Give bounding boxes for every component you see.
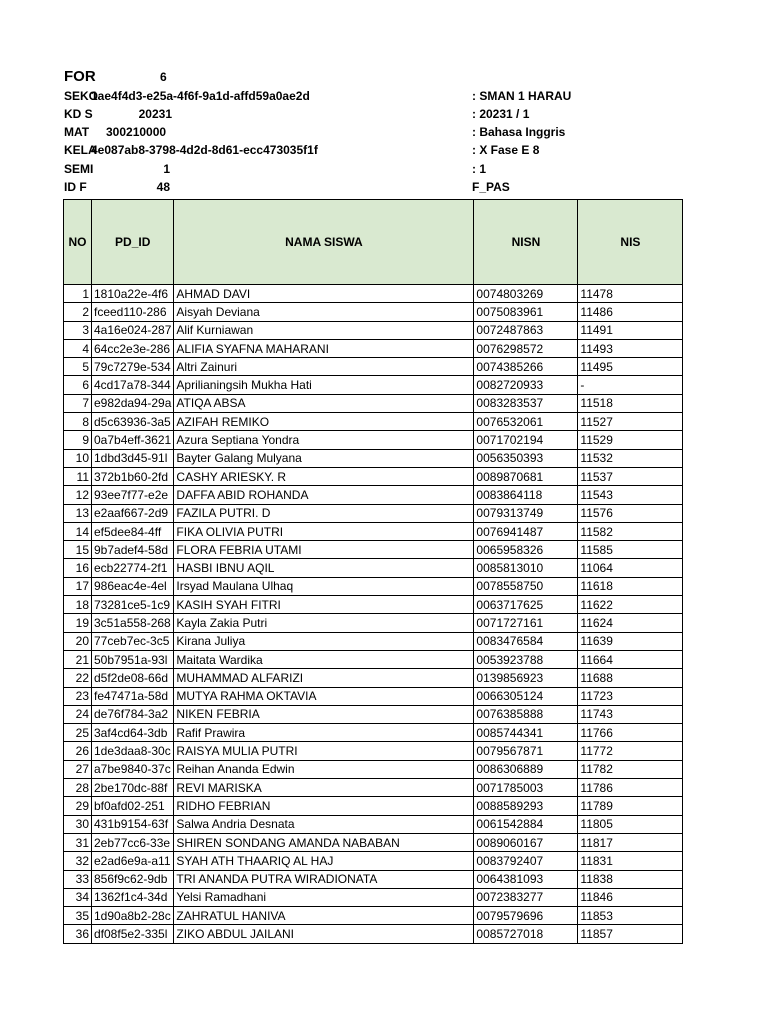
row-no: 27 bbox=[64, 760, 92, 778]
row-nama-siswa: FAZILA PUTRI. D bbox=[174, 504, 474, 522]
table-row bbox=[64, 614, 683, 632]
row-pd-id: 50b7951a-93l bbox=[92, 650, 174, 668]
row-nama-siswa: ZIKO ABDUL JAILANI bbox=[174, 925, 474, 943]
table-row bbox=[64, 577, 683, 595]
row-no: 32 bbox=[64, 852, 92, 870]
row-no: 31 bbox=[64, 833, 92, 851]
table-row bbox=[64, 431, 683, 449]
table-row bbox=[64, 376, 683, 394]
row-nis: 11064 bbox=[578, 559, 683, 577]
row-nisn: 0088589293 bbox=[474, 797, 578, 815]
row-no: 6 bbox=[64, 376, 92, 394]
row-nis: - bbox=[578, 376, 683, 394]
row-no: 21 bbox=[64, 650, 92, 668]
row-nisn: 0074385266 bbox=[474, 358, 578, 376]
row-nama-siswa: SHIREN SONDANG AMANDA NABABAN bbox=[174, 833, 474, 851]
row-pd-id: 77ceb7ec-3c5 bbox=[92, 632, 174, 650]
col-nis: NIS bbox=[578, 200, 683, 285]
table-body bbox=[64, 285, 683, 944]
form-label: FOR bbox=[64, 68, 96, 85]
semester-label: SEMI bbox=[64, 162, 94, 176]
row-nama-siswa: NIKEN FEBRIA bbox=[174, 705, 474, 723]
row-nis: 11576 bbox=[578, 504, 683, 522]
table-row bbox=[64, 285, 683, 303]
table-row bbox=[64, 907, 683, 925]
row-nisn: 0063717625 bbox=[474, 596, 578, 614]
row-no: 10 bbox=[64, 449, 92, 467]
row-pd-id: 1dbd3d45-91l bbox=[92, 449, 174, 467]
row-nama-siswa: KASIH SYAH FITRI bbox=[174, 596, 474, 614]
row-nisn: 0085813010 bbox=[474, 559, 578, 577]
student-table bbox=[63, 199, 683, 944]
row-nisn: 0076532061 bbox=[474, 413, 578, 431]
row-pd-id: bf0afd02-251 bbox=[92, 797, 174, 815]
table-row bbox=[64, 596, 683, 614]
row-nisn: 0089870681 bbox=[474, 467, 578, 485]
semester-value: : 1 bbox=[472, 162, 487, 176]
row-pd-id: a7be9840-37c bbox=[92, 760, 174, 778]
row-no: 30 bbox=[64, 815, 92, 833]
row-nisn: 0076385888 bbox=[474, 705, 578, 723]
row-pd-id: 9b7adef4-58d bbox=[92, 541, 174, 559]
table-row bbox=[64, 632, 683, 650]
row-pd-id: 79c7279e-534 bbox=[92, 358, 174, 376]
row-nama-siswa: AZIFAH REMIKO bbox=[174, 413, 474, 431]
col-nama-siswa: NAMA SISWA bbox=[174, 200, 474, 285]
row-nama-siswa: Rafif Prawira bbox=[174, 724, 474, 742]
table-row bbox=[64, 742, 683, 760]
row-no: 11 bbox=[64, 467, 92, 485]
row-nis: 11853 bbox=[578, 907, 683, 925]
id-value: 48 bbox=[156, 180, 170, 194]
row-nis: 11688 bbox=[578, 669, 683, 687]
row-pd-id: 1d90a8b2-28c bbox=[92, 907, 174, 925]
row-pd-id: 1810a22e-4f6 bbox=[92, 285, 174, 303]
table-row bbox=[64, 888, 683, 906]
row-nama-siswa: FLORA FEBRIA UTAMI bbox=[174, 541, 474, 559]
row-no: 7 bbox=[64, 394, 92, 412]
row-nisn: 0056350393 bbox=[474, 449, 578, 467]
row-nisn: 0053923788 bbox=[474, 650, 578, 668]
table-row bbox=[64, 870, 683, 888]
row-pd-id: 73281ce5-1c9 bbox=[92, 596, 174, 614]
row-no: 16 bbox=[64, 559, 92, 577]
table-row bbox=[64, 358, 683, 376]
row-nama-siswa: MUHAMMAD ALFARIZI bbox=[174, 669, 474, 687]
row-no: 20 bbox=[64, 632, 92, 650]
row-pd-id: 64cc2e3e-286 bbox=[92, 339, 174, 357]
row-nisn: 0064381093 bbox=[474, 870, 578, 888]
row-nis: 11491 bbox=[578, 321, 683, 339]
row-no: 15 bbox=[64, 541, 92, 559]
table-row bbox=[64, 321, 683, 339]
row-nama-siswa: SYAH ATH THAARIQ AL HAJ bbox=[174, 852, 474, 870]
row-pd-id: 431b9154-63f bbox=[92, 815, 174, 833]
row-nis: 11624 bbox=[578, 614, 683, 632]
row-no: 23 bbox=[64, 687, 92, 705]
row-no: 25 bbox=[64, 724, 92, 742]
row-nis: 11805 bbox=[578, 815, 683, 833]
row-nama-siswa: Maitata Wardika bbox=[174, 650, 474, 668]
class-id: 4e087ab8-3798-4d2d-8d61-ecc473035f1f bbox=[91, 143, 318, 157]
row-no: 17 bbox=[64, 577, 92, 595]
row-no: 18 bbox=[64, 596, 92, 614]
row-pd-id: 93ee7f77-e2e bbox=[92, 486, 174, 504]
row-nis: 11782 bbox=[578, 760, 683, 778]
row-nisn: 0078558750 bbox=[474, 577, 578, 595]
row-nama-siswa: Bayter Galang Mulyana bbox=[174, 449, 474, 467]
row-nis: 11857 bbox=[578, 925, 683, 943]
row-nis: 11786 bbox=[578, 779, 683, 797]
kd-label: KD S bbox=[64, 107, 93, 121]
row-nis: 11766 bbox=[578, 724, 683, 742]
row-no: 3 bbox=[64, 321, 92, 339]
row-nisn: 0079567871 bbox=[474, 742, 578, 760]
row-pd-id: 4a16e024-287 bbox=[92, 321, 174, 339]
row-pd-id: 2be170dc-88f bbox=[92, 779, 174, 797]
row-nama-siswa: Kayla Zakia Putri bbox=[174, 614, 474, 632]
row-no: 2 bbox=[64, 303, 92, 321]
table-row bbox=[64, 486, 683, 504]
table-row bbox=[64, 467, 683, 485]
row-nis: 11789 bbox=[578, 797, 683, 815]
row-nama-siswa: Azura Septiana Yondra bbox=[174, 431, 474, 449]
form-header bbox=[0, 0, 768, 200]
row-nama-siswa: RIDHO FEBRIAN bbox=[174, 797, 474, 815]
row-no: 9 bbox=[64, 431, 92, 449]
row-nisn: 0076941487 bbox=[474, 522, 578, 540]
row-nisn: 0079313749 bbox=[474, 504, 578, 522]
row-nis: 11723 bbox=[578, 687, 683, 705]
row-nama-siswa: FIKA OLIVIA PUTRI bbox=[174, 522, 474, 540]
row-nisn: 0065958326 bbox=[474, 541, 578, 559]
row-nis: 11664 bbox=[578, 650, 683, 668]
row-nama-siswa: Kirana Juliya bbox=[174, 632, 474, 650]
row-nisn: 0071727161 bbox=[474, 614, 578, 632]
row-nama-siswa: MUTYA RAHMA OKTAVIA bbox=[174, 687, 474, 705]
subject-label: MAT bbox=[64, 125, 90, 139]
row-nisn: 0072487863 bbox=[474, 321, 578, 339]
row-nis: 11743 bbox=[578, 705, 683, 723]
row-no: 26 bbox=[64, 742, 92, 760]
row-no: 12 bbox=[64, 486, 92, 504]
row-nisn: 0072383277 bbox=[474, 888, 578, 906]
row-nisn: 0071785003 bbox=[474, 779, 578, 797]
class-name: : X Fase E 8 bbox=[472, 143, 540, 157]
row-nisn: 0061542884 bbox=[474, 815, 578, 833]
class-label: KELA bbox=[64, 143, 97, 157]
row-pd-id: e2ad6e9a-a11 bbox=[92, 852, 174, 870]
row-nisn: 0083864118 bbox=[474, 486, 578, 504]
semester-code: : 20231 / 1 bbox=[472, 107, 530, 121]
subject-name: : Bahasa Inggris bbox=[472, 125, 566, 139]
row-pd-id: df08f5e2-335l bbox=[92, 925, 174, 943]
row-nama-siswa: ZAHRATUL HANIVA bbox=[174, 907, 474, 925]
row-nisn: 0085727018 bbox=[474, 925, 578, 943]
row-pd-id: de76f784-3a2 bbox=[92, 705, 174, 723]
row-nama-siswa: Reihan Ananda Edwin bbox=[174, 760, 474, 778]
row-nisn: 0082720933 bbox=[474, 376, 578, 394]
row-no: 22 bbox=[64, 669, 92, 687]
row-nis: 11585 bbox=[578, 541, 683, 559]
school-label: SEKO bbox=[64, 89, 99, 103]
table-row bbox=[64, 559, 683, 577]
row-nama-siswa: DAFFA ABID ROHANDA bbox=[174, 486, 474, 504]
row-pd-id: ecb22774-2f1 bbox=[92, 559, 174, 577]
table-row bbox=[64, 413, 683, 431]
table-header-row bbox=[64, 200, 683, 285]
row-nisn: 0139856923 bbox=[474, 669, 578, 687]
row-no: 1 bbox=[64, 285, 92, 303]
row-nama-siswa: RAISYA MULIA PUTRI bbox=[174, 742, 474, 760]
row-nama-siswa: ALIFIA SYAFNA MAHARANI bbox=[174, 339, 474, 357]
row-nis: 11495 bbox=[578, 358, 683, 376]
row-pd-id: 1de3daa8-30c bbox=[92, 742, 174, 760]
table-row bbox=[64, 687, 683, 705]
table-row bbox=[64, 705, 683, 723]
row-no: 35 bbox=[64, 907, 92, 925]
table-row bbox=[64, 504, 683, 522]
table-row bbox=[64, 339, 683, 357]
row-pd-id: e2aaf667-2d9 bbox=[92, 504, 174, 522]
row-no: 36 bbox=[64, 925, 92, 943]
school-name: : SMAN 1 HARAU bbox=[472, 89, 572, 103]
table-row bbox=[64, 449, 683, 467]
row-nis: 11493 bbox=[578, 339, 683, 357]
row-nis: 11838 bbox=[578, 870, 683, 888]
row-pd-id: fceed110-286 bbox=[92, 303, 174, 321]
row-nisn: 0086306889 bbox=[474, 760, 578, 778]
row-nisn: 0083476584 bbox=[474, 632, 578, 650]
row-no: 19 bbox=[64, 614, 92, 632]
row-no: 13 bbox=[64, 504, 92, 522]
row-no: 5 bbox=[64, 358, 92, 376]
row-no: 34 bbox=[64, 888, 92, 906]
assessment-type: F_PAS bbox=[472, 180, 510, 194]
row-pd-id: 4cd17a78-344 bbox=[92, 376, 174, 394]
row-pd-id: 986eac4e-4el bbox=[92, 577, 174, 595]
table-row bbox=[64, 760, 683, 778]
row-no: 28 bbox=[64, 779, 92, 797]
table-row bbox=[64, 852, 683, 870]
row-nis: 11831 bbox=[578, 852, 683, 870]
row-pd-id: fe47471a-58d bbox=[92, 687, 174, 705]
row-no: 4 bbox=[64, 339, 92, 357]
row-nama-siswa: Altri Zainuri bbox=[174, 358, 474, 376]
row-pd-id: 3af4cd64-3db bbox=[92, 724, 174, 742]
col-no: NO bbox=[64, 200, 92, 285]
row-pd-id: 856f9c62-9db bbox=[92, 870, 174, 888]
row-nama-siswa: Alif Kurniawan bbox=[174, 321, 474, 339]
row-no: 29 bbox=[64, 797, 92, 815]
table-row bbox=[64, 394, 683, 412]
row-nama-siswa: Aisyah Deviana bbox=[174, 303, 474, 321]
row-nis: 11622 bbox=[578, 596, 683, 614]
table-row bbox=[64, 650, 683, 668]
row-pd-id: 3c51a558-268 bbox=[92, 614, 174, 632]
row-nama-siswa: AHMAD DAVI bbox=[174, 285, 474, 303]
row-nama-siswa: Yelsi Ramadhani bbox=[174, 888, 474, 906]
table-row bbox=[64, 797, 683, 815]
row-nisn: 0083792407 bbox=[474, 852, 578, 870]
row-nis: 11478 bbox=[578, 285, 683, 303]
row-no: 24 bbox=[64, 705, 92, 723]
kd-value: 20231 bbox=[138, 107, 172, 121]
id-label: ID F bbox=[64, 180, 87, 194]
row-nisn: 0089060167 bbox=[474, 833, 578, 851]
row-pd-id: d5c63936-3a5 bbox=[92, 413, 174, 431]
row-nisn: 0085744341 bbox=[474, 724, 578, 742]
row-nama-siswa: Salwa Andria Desnata bbox=[174, 815, 474, 833]
row-nis: 11527 bbox=[578, 413, 683, 431]
row-nama-siswa: ATIQA ABSA bbox=[174, 394, 474, 412]
row-pd-id: d5f2de08-66d bbox=[92, 669, 174, 687]
row-nisn: 0083283537 bbox=[474, 394, 578, 412]
row-nis: 11817 bbox=[578, 833, 683, 851]
row-nis: 11486 bbox=[578, 303, 683, 321]
row-no: 8 bbox=[64, 413, 92, 431]
row-nisn: 0066305124 bbox=[474, 687, 578, 705]
table-row bbox=[64, 724, 683, 742]
row-nisn: 0075083961 bbox=[474, 303, 578, 321]
row-nama-siswa: Irsyad Maulana Ulhaq bbox=[174, 577, 474, 595]
table-row bbox=[64, 522, 683, 540]
row-nisn: 0074803269 bbox=[474, 285, 578, 303]
table-row bbox=[64, 541, 683, 559]
school-id: 1ae4f4d3-e25a-4f6f-9a1d-affd59a0ae2d bbox=[91, 89, 310, 103]
table-row bbox=[64, 303, 683, 321]
col-pd-id: PD_ID bbox=[92, 200, 174, 285]
row-pd-id: 372b1b60-2fd bbox=[92, 467, 174, 485]
row-pd-id: ef5dee84-4ff bbox=[92, 522, 174, 540]
row-nis: 11543 bbox=[578, 486, 683, 504]
table-row bbox=[64, 815, 683, 833]
col-nisn: NISN bbox=[474, 200, 578, 285]
row-nis: 11772 bbox=[578, 742, 683, 760]
row-nama-siswa: TRI ANANDA PUTRA WIRADIONATA bbox=[174, 870, 474, 888]
row-pd-id: 0a7b4eff-3621 bbox=[92, 431, 174, 449]
row-nis: 11518 bbox=[578, 394, 683, 412]
row-nis: 11532 bbox=[578, 449, 683, 467]
row-nama-siswa: Aprilianingsih Mukha Hati bbox=[174, 376, 474, 394]
row-nama-siswa: HASBI IBNU AQIL bbox=[174, 559, 474, 577]
row-nis: 11639 bbox=[578, 632, 683, 650]
row-nisn: 0071702194 bbox=[474, 431, 578, 449]
table-row bbox=[64, 669, 683, 687]
row-no: 14 bbox=[64, 522, 92, 540]
row-nama-siswa: REVI MARISKA bbox=[174, 779, 474, 797]
row-nisn: 0079579696 bbox=[474, 907, 578, 925]
semester-left-value: 1 bbox=[163, 162, 170, 176]
row-pd-id: 2eb77cc6-33e bbox=[92, 833, 174, 851]
row-pd-id: 1362f1c4-34d bbox=[92, 888, 174, 906]
row-nisn: 0076298572 bbox=[474, 339, 578, 357]
table-row bbox=[64, 925, 683, 943]
row-nis: 11846 bbox=[578, 888, 683, 906]
table-row bbox=[64, 833, 683, 851]
row-nis: 11582 bbox=[578, 522, 683, 540]
row-nis: 11529 bbox=[578, 431, 683, 449]
row-pd-id: e982da94-29a bbox=[92, 394, 174, 412]
row-no: 33 bbox=[64, 870, 92, 888]
row-nis: 11618 bbox=[578, 577, 683, 595]
row-nis: 11537 bbox=[578, 467, 683, 485]
row-nama-siswa: CASHY ARIESKY. R bbox=[174, 467, 474, 485]
subject-code: 300210000 bbox=[106, 125, 167, 139]
table-row bbox=[64, 779, 683, 797]
form-value: 6 bbox=[160, 70, 167, 84]
